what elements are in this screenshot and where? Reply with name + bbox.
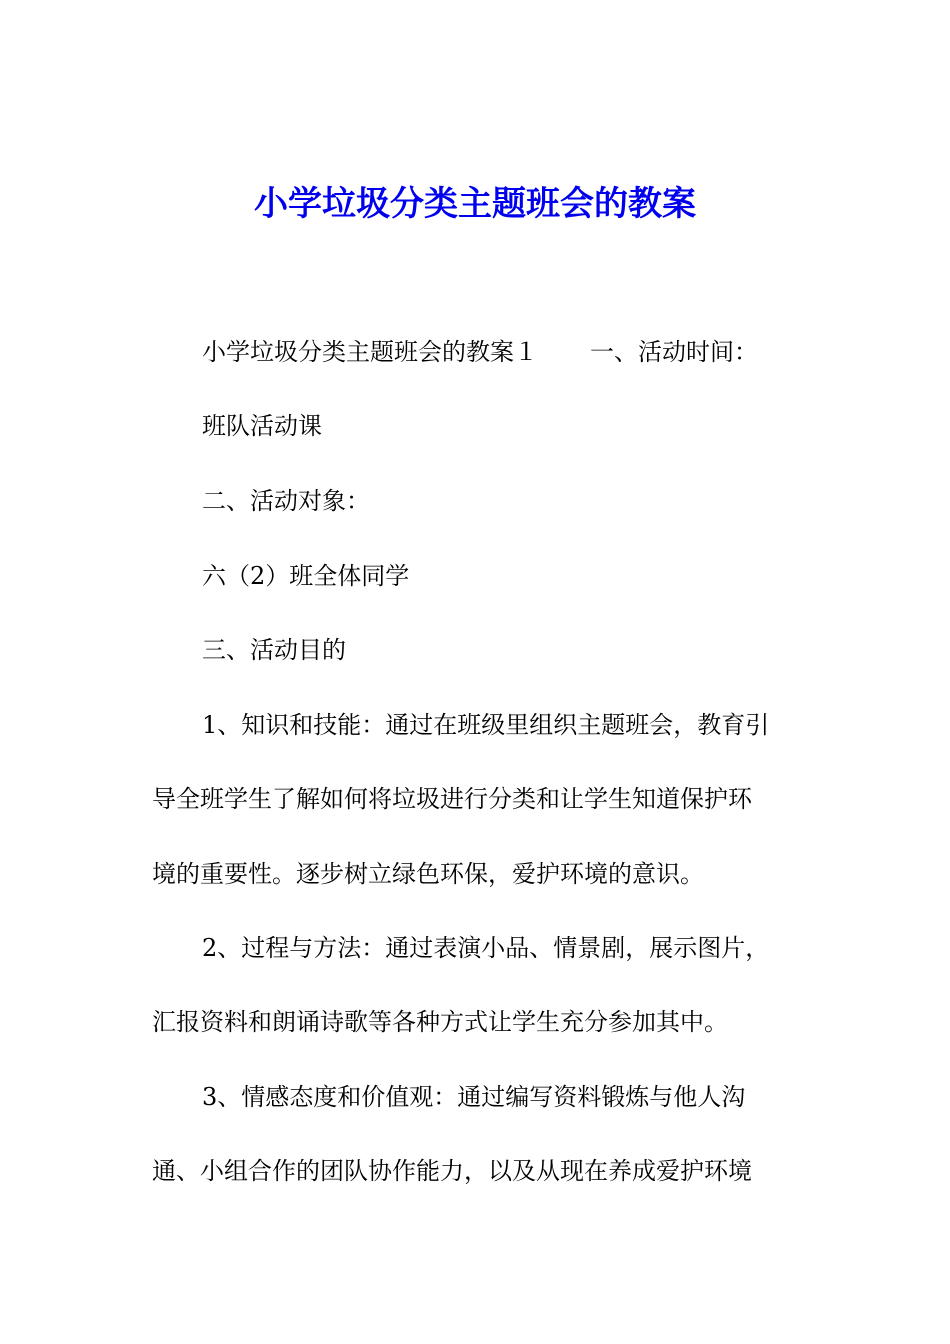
paragraph-line: 2、过程与方法：通过表演小品、情景剧，展示图片， (202, 934, 770, 962)
lesson-plan-heading: 小学垃圾分类主题班会的教案１ (202, 338, 538, 366)
paragraph-line: 汇报资料和朗诵诗歌等各种方式让学生充分参加其中。 (152, 1008, 728, 1036)
section-heading-time: 一、活动时间： (590, 338, 758, 366)
section-heading-goals: 三、活动目的 (202, 636, 346, 664)
paragraph-line: 班队活动课 (202, 412, 322, 440)
paragraph-line (202, 334, 758, 370)
paragraph-line: 1、知识和技能：通过在班级里组织主题班会，教育引 (202, 711, 770, 739)
section-heading-audience: 二、活动对象： (202, 487, 370, 515)
paragraph-line: 导全班学生了解如何将垃圾进行分类和让学生知道保护环 (152, 785, 752, 813)
paragraph-line: 六（2）班全体同学 (202, 562, 410, 590)
paragraph-line: 境的重要性。逐步树立绿色环保，爱护环境的意识。 (152, 860, 704, 888)
paragraph-line: 通、小组合作的团队协作能力，以及从现在养成爱护环境 (152, 1157, 752, 1185)
document-title: 小学垃圾分类主题班会的教案 (254, 184, 696, 224)
paragraph-line: 3、情感态度和价值观：通过编写资料锻炼与他人沟 (202, 1083, 746, 1111)
